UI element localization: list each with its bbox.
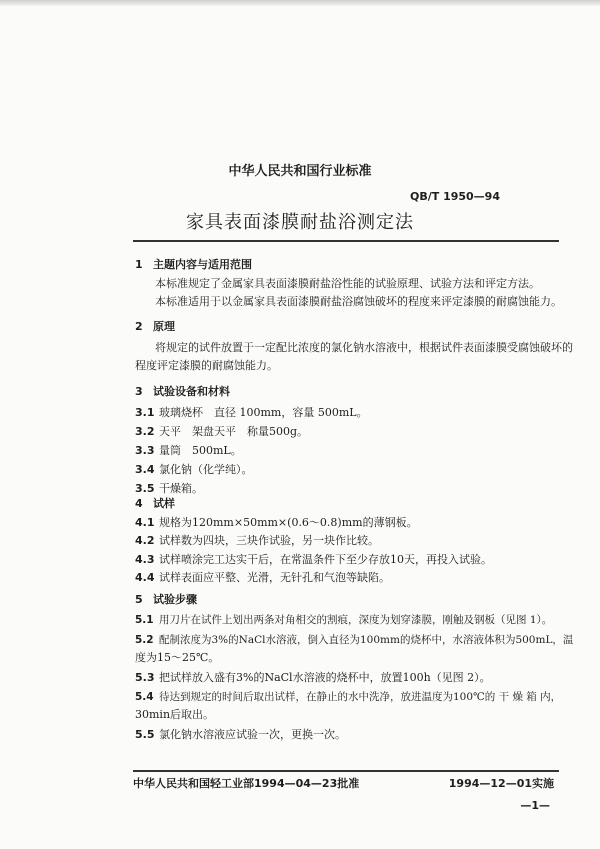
standard-org: 中华人民共和国行业标准 <box>228 164 372 179</box>
list-item <box>135 633 573 647</box>
item-text: 氯化钠（化学纯）。 <box>159 463 253 476</box>
item-number: 3.4 <box>135 463 155 476</box>
section-title: 试验步骤 <box>153 593 197 606</box>
list-item <box>135 425 308 439</box>
section-number: 3 <box>135 385 143 398</box>
item-text: 天平 架盘天平 称量500g。 <box>159 425 309 438</box>
section-number: 1 <box>135 258 143 271</box>
list-item <box>135 553 492 567</box>
item-number: 4.2 <box>135 534 155 547</box>
list-item <box>135 671 491 685</box>
item-number: 5.2 <box>135 634 154 646</box>
item-text: 规格为120mm×50mm×(0.6～0.8)mm的薄钢板。 <box>159 516 418 529</box>
item-text: 用刀片在试件上划出两条对角相交的割痕，深度为划穿漆膜，刚触及钢板（见图 1）。 <box>159 614 553 626</box>
paragraph: 将规定的试件放置于一定配比浓度的氯化钠水溶液中，根据试件表面漆膜受腐蚀破坏的 <box>155 341 573 354</box>
list-item <box>135 463 253 477</box>
section-title: 原理 <box>153 320 175 333</box>
section-1-heading <box>135 258 252 272</box>
item-number: 3.1 <box>135 406 155 419</box>
item-number: 5.1 <box>135 614 154 626</box>
item-number: 5.5 <box>135 728 155 741</box>
item-number: 4.3 <box>135 553 155 566</box>
section-title: 主题内容与适用范围 <box>153 258 252 271</box>
list-item <box>135 571 390 585</box>
item-text: 把试样放入盛有3%的NaCl水溶液的烧杯中，放置100h（见图 2）。 <box>159 671 491 684</box>
item-text: 玻璃烧杯 直径 100mm，容量 500mL。 <box>159 406 368 419</box>
standard-code: QB/T 1950—94 <box>409 190 500 203</box>
list-item <box>135 690 561 704</box>
item-text: 配制浓度为3%的NaCl水溶液，倒入直径为100mm的烧杯中，水溶液体积为500mL，温 <box>159 634 574 646</box>
item-continuation: 30min后取出。 <box>135 708 215 721</box>
item-text: 试样数为四块，三块作试验，另一块作比较。 <box>159 534 379 547</box>
item-number: 4.4 <box>135 571 155 584</box>
item-number: 5.4 <box>135 691 154 703</box>
item-number: 3.2 <box>135 425 155 438</box>
section-2-heading <box>135 320 175 334</box>
list-item <box>135 728 346 742</box>
list-item <box>135 444 242 458</box>
item-text: 量筒 500mL。 <box>159 444 242 457</box>
item-continuation: 度为15～25℃。 <box>135 651 220 664</box>
section-4-heading <box>135 497 175 511</box>
list-item <box>135 482 203 496</box>
item-number: 4.1 <box>135 516 155 529</box>
section-number: 5 <box>135 593 143 606</box>
approval-date: 中华人民共和国轻工业部1994—04—23批准 <box>133 777 360 790</box>
footer-rule <box>133 770 559 772</box>
list-item <box>135 534 379 548</box>
section-title: 试验设备和材料 <box>153 385 230 398</box>
item-text: 氯化钠水溶液应试验一次，更换一次。 <box>159 728 346 741</box>
item-text: 干燥箱。 <box>159 482 203 495</box>
section-number: 2 <box>135 320 143 333</box>
item-number: 5.3 <box>135 671 155 684</box>
section-number: 4 <box>135 497 143 510</box>
list-item <box>135 613 552 627</box>
effective-date: 1994—12—01实施 <box>448 777 554 790</box>
document-title: 家具表面漆膜耐盐浴测定法 <box>186 212 414 233</box>
item-number: 3.3 <box>135 444 155 457</box>
item-number: 3.5 <box>135 482 155 495</box>
item-text: 试样表面应平整、光滑，无针孔和气泡等缺陷。 <box>159 571 390 584</box>
paragraph: 本标准适用于以金属家具表面漆膜耐盐浴腐蚀破坏的程度来评定漆膜的耐腐蚀能力。 <box>155 295 562 308</box>
paragraph: 本标准规定了金属家具表面漆膜耐盐浴性能的试验原理、试验方法和评定方法。 <box>155 277 540 290</box>
list-item <box>135 516 418 530</box>
paragraph: 程度评定漆膜的耐腐蚀能力。 <box>135 359 278 372</box>
list-item <box>135 406 368 420</box>
scan-edge <box>0 0 600 6</box>
header-rule <box>133 240 559 242</box>
section-3-heading <box>135 385 230 399</box>
page-number: —1— <box>520 799 550 812</box>
item-text: 待达到规定的时间后取出试样，在静止的水中洗净，放进温度为100℃的 干 燥 箱 内， <box>159 691 562 703</box>
item-text: 试样喷涂完工达实干后，在常温条件下至少存放10天，再投入试验。 <box>159 553 492 566</box>
section-5-heading <box>135 593 197 607</box>
section-title: 试样 <box>153 497 175 510</box>
